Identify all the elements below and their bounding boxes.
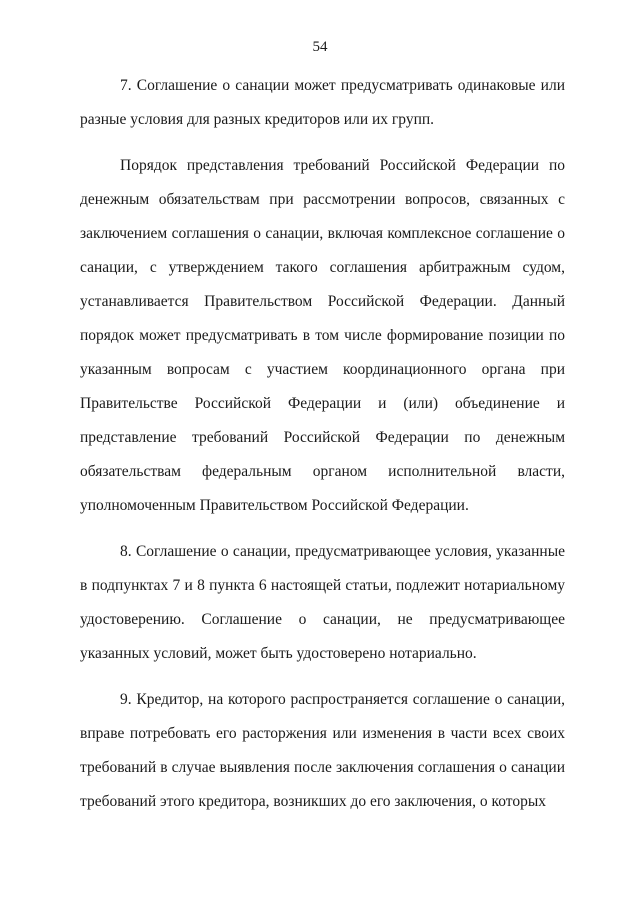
document-body <box>80 69 565 819</box>
paragraph-procedure: Порядок представления требований Российской Федерации по денежным обязательствам при рассмотрении вопросов, связанных с заключением соглашения о санации, включая комплексное соглашение о санации, с утверждением такого соглашения арбитражным судом, устанавливается Правительством Российской Федерации. Данный порядок может предусматривать в том числе формирование позиции по указанным вопросам с участием координационного органа при Правительстве Российской Федерации и (или) объединение и представление требований Российской Федерации по денежным обязательствам федеральным органом исполнительной власти, уполномоченным Правительством Российской Федерации. <box>80 157 565 514</box>
paragraph-clause-7: 7. Соглашение о санации может предусматривать одинаковые или разные условия для разных кредиторов или их групп. <box>80 77 565 128</box>
paragraph-clause-8: 8. Соглашение о санации, предусматривающее условия, указанные в подпунктах 7 и 8 пункта 6 настоящей статьи, подлежит нотариальному удостоверению. Соглашение о санации, не предусматривающее указанных условий, может быть удостоверено нотариально. <box>80 543 565 662</box>
paragraph-clause-9: 9. Кредитор, на которого распространяется соглашение о санации, вправе потребовать его расторжения или изменения в части всех своих требований в случае выявления после заключения соглашения о санации требований этого кредитора, возникших до его заключения, о которых <box>80 691 565 810</box>
page-number: 54 <box>312 39 328 55</box>
